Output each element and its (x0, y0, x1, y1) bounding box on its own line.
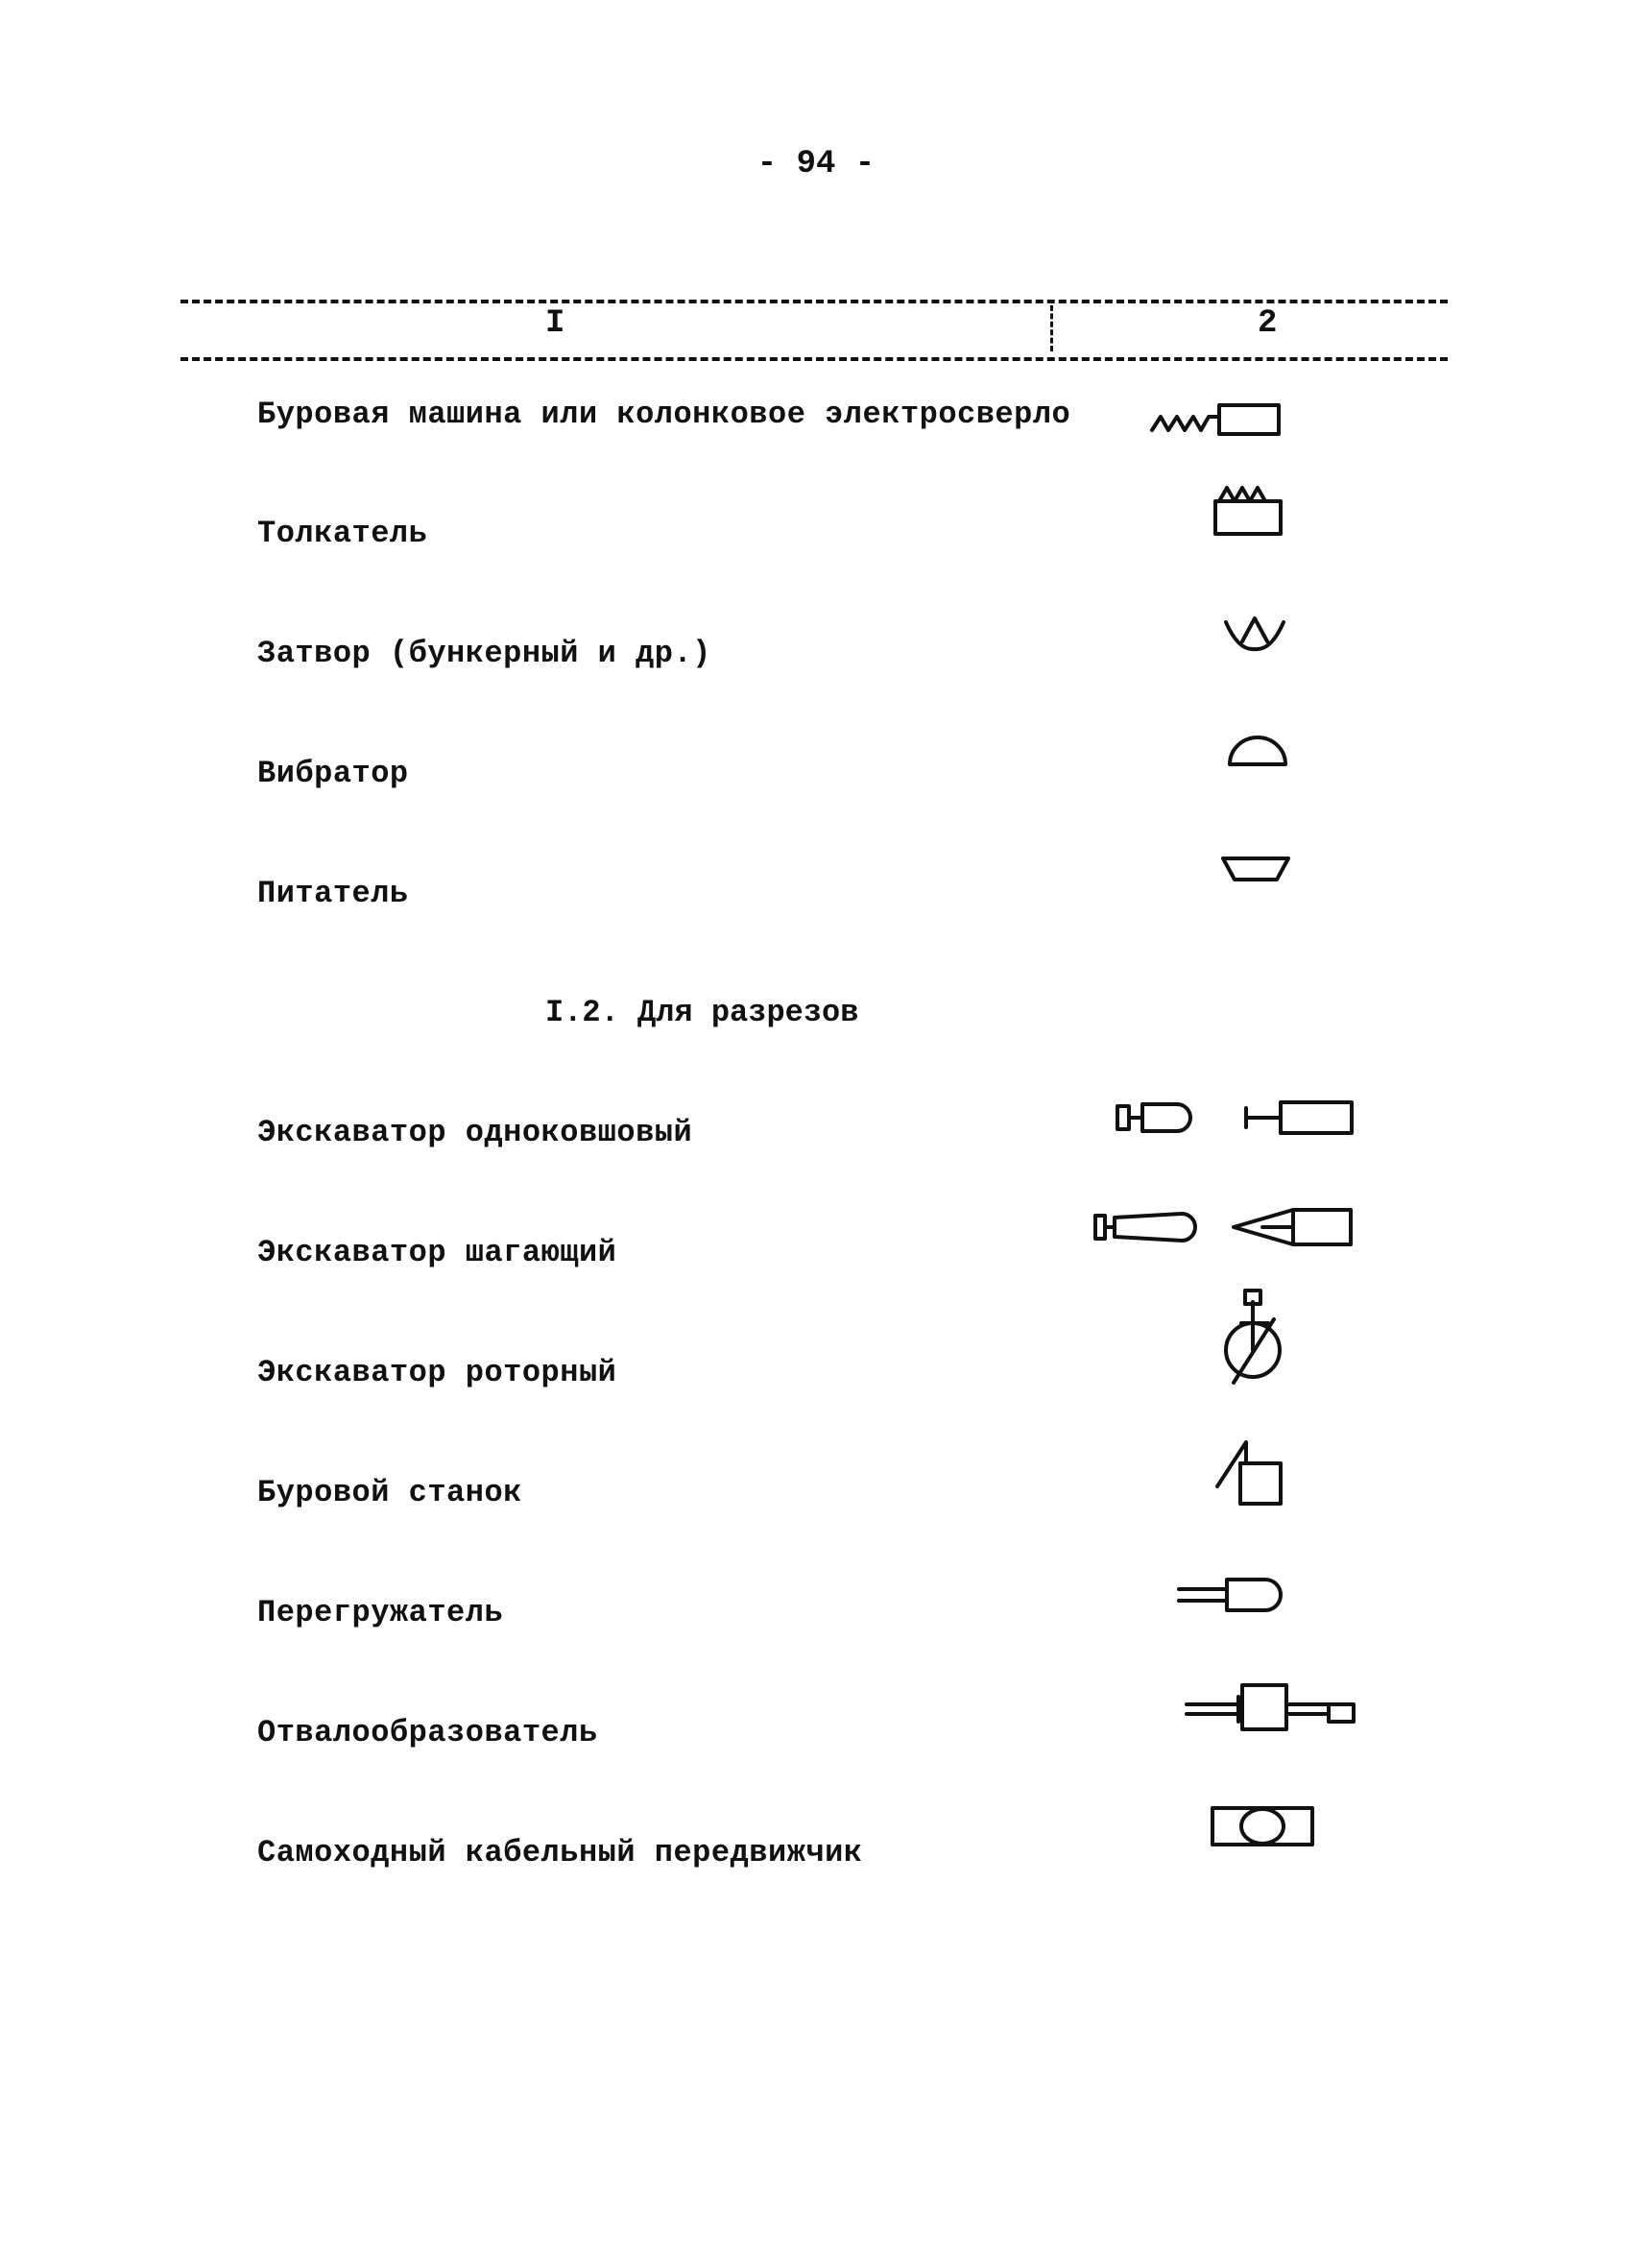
spreader-icon (1181, 1677, 1363, 1739)
header-bottom-rule (180, 357, 1448, 361)
feeder-icon (1217, 851, 1294, 889)
pusher-icon (1208, 480, 1286, 540)
vibrator-icon (1224, 730, 1291, 774)
single-bucket-excavator-icon (1112, 1095, 1361, 1143)
column-header-1: I (545, 305, 565, 342)
column-header-2: 2 (1258, 305, 1278, 342)
row-label-feeder: Питатель (257, 876, 409, 911)
row-label-vibrator: Вибратор (257, 756, 409, 791)
page-number: - 94 - (756, 146, 876, 182)
row-label-cable-mover: Самоходный кабельный передвижчик (257, 1835, 863, 1870)
gate-icon (1221, 611, 1288, 659)
walking-excavator-icon (1090, 1202, 1360, 1252)
row-label-drill-machine: Буровая машина или колонковое электросверло (257, 397, 1071, 432)
section-heading: I.2. Для разрезов (545, 995, 859, 1030)
row-label-reloader: Перегружатель (257, 1595, 504, 1630)
row-label-drilling-rig: Буровой станок (257, 1475, 522, 1510)
drill-machine-icon (1147, 398, 1291, 442)
header-top-rule (180, 300, 1448, 303)
reloader-icon (1173, 1570, 1294, 1620)
row-label-rotary-excavator: Экскаватор роторный (257, 1355, 617, 1390)
drilling-rig-icon (1212, 1429, 1290, 1511)
column-separator (1050, 305, 1053, 351)
cable-mover-icon (1205, 1800, 1320, 1852)
row-label-gate: Затвор (бункерный и др.) (257, 636, 711, 671)
row-label-pusher: Толкатель (257, 516, 428, 551)
row-label-spreader: Отвалообразователь (257, 1715, 598, 1750)
rotary-excavator-icon (1214, 1283, 1291, 1390)
row-label-single-bucket-excavator: Экскаватор одноковшовый (257, 1115, 693, 1150)
row-label-walking-excavator: Экскаватор шагающий (257, 1235, 617, 1270)
